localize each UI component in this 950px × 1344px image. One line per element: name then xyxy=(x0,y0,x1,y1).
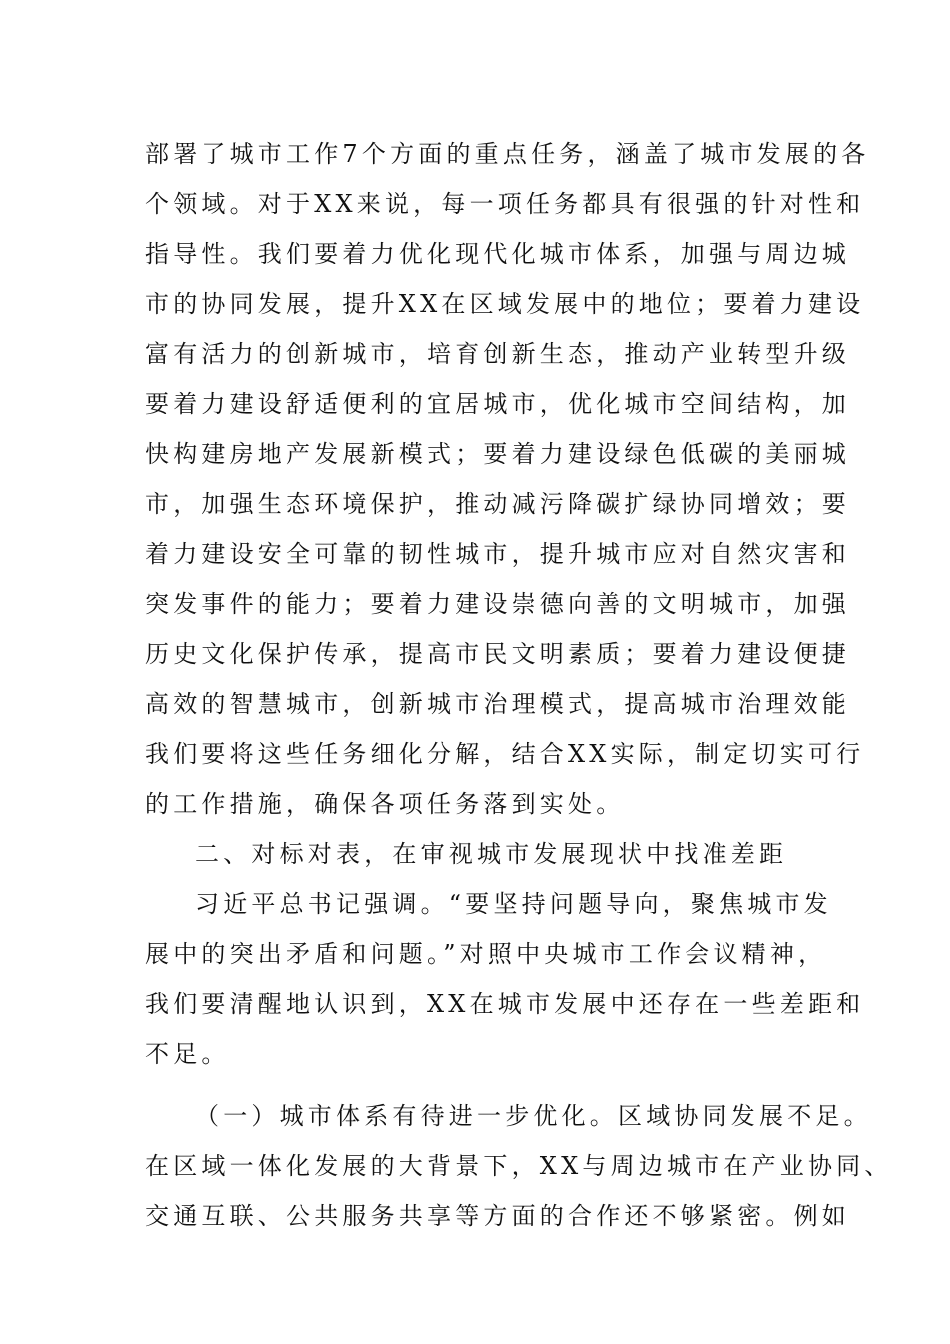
paragraph-line: 个领域。对于XX来说，每一项任务都具有很强的针对性和 xyxy=(145,190,865,218)
paragraph-line: 在区域一体化发展的大背景下，XX与周边城市在产业协同、 xyxy=(145,1152,893,1180)
paragraph-line: 指导性。我们要着力优化现代化城市体系，加强与周边城 xyxy=(145,240,850,268)
paragraph-spacer xyxy=(145,1079,825,1091)
paragraph-line: 快构建房地产发展新模式；要着力建设绿色低碳的美丽城 xyxy=(145,440,850,468)
paragraph-line: 历史文化保护传承，提高市民文明素质；要着力建设便捷 xyxy=(145,640,850,668)
paragraph-urban-system xyxy=(145,1091,893,1241)
section-heading: 二、对标对表，在审视城市发展现状中找准差距 xyxy=(195,840,788,868)
paragraph-line: 部署了城市工作7个方面的重点任务，涵盖了城市发展的各 xyxy=(145,140,870,168)
document-body xyxy=(145,129,893,1241)
paragraph-line: 高效的智慧城市，创新城市治理模式，提高城市治理效能 xyxy=(145,690,850,718)
paragraph-line: 不足。 xyxy=(145,1040,230,1068)
paragraph-line: 我们要将这些任务细化分解，结合XX实际，制定切实可行 xyxy=(145,740,865,768)
paragraph-line: 要着力建设舒适便利的宜居城市，优化城市空间结构，加 xyxy=(145,390,850,418)
paragraph-tasks xyxy=(145,129,870,829)
paragraph-line: 习近平总书记强调。“要坚持问题导向，聚焦城市发 xyxy=(195,890,832,918)
paragraph-line: 市，加强生态环境保护，推动减污降碳扩绿协同增效；要 xyxy=(145,490,850,518)
paragraph-line: 突发事件的能力；要着力建设崇德向善的文明城市，加强 xyxy=(145,590,850,618)
paragraph-line: 市的协同发展，提升XX在区域发展中的地位；要着力建设 xyxy=(145,290,865,318)
paragraph-line: 展中的突出矛盾和问题。”对照中央城市工作会议精神， xyxy=(145,940,827,968)
paragraph-line: 交通互联、公共服务共享等方面的合作还不够紧密。例如 xyxy=(145,1202,850,1230)
paragraph-line: 富有活力的创新城市，培育创新生态，推动产业转型升级 xyxy=(145,340,850,368)
paragraph-gaps-intro xyxy=(145,879,865,1079)
paragraph-line: （一）城市体系有待进一步优化。区域协同发展不足。 xyxy=(195,1102,872,1130)
paragraph-line: 的工作措施，确保各项任务落到实处。 xyxy=(145,790,625,818)
paragraph-line: 我们要清醒地认识到，XX在城市发展中还存在一些差距和 xyxy=(145,990,865,1018)
paragraph-line: 着力建设安全可靠的韧性城市，提升城市应对自然灾害和 xyxy=(145,540,850,568)
